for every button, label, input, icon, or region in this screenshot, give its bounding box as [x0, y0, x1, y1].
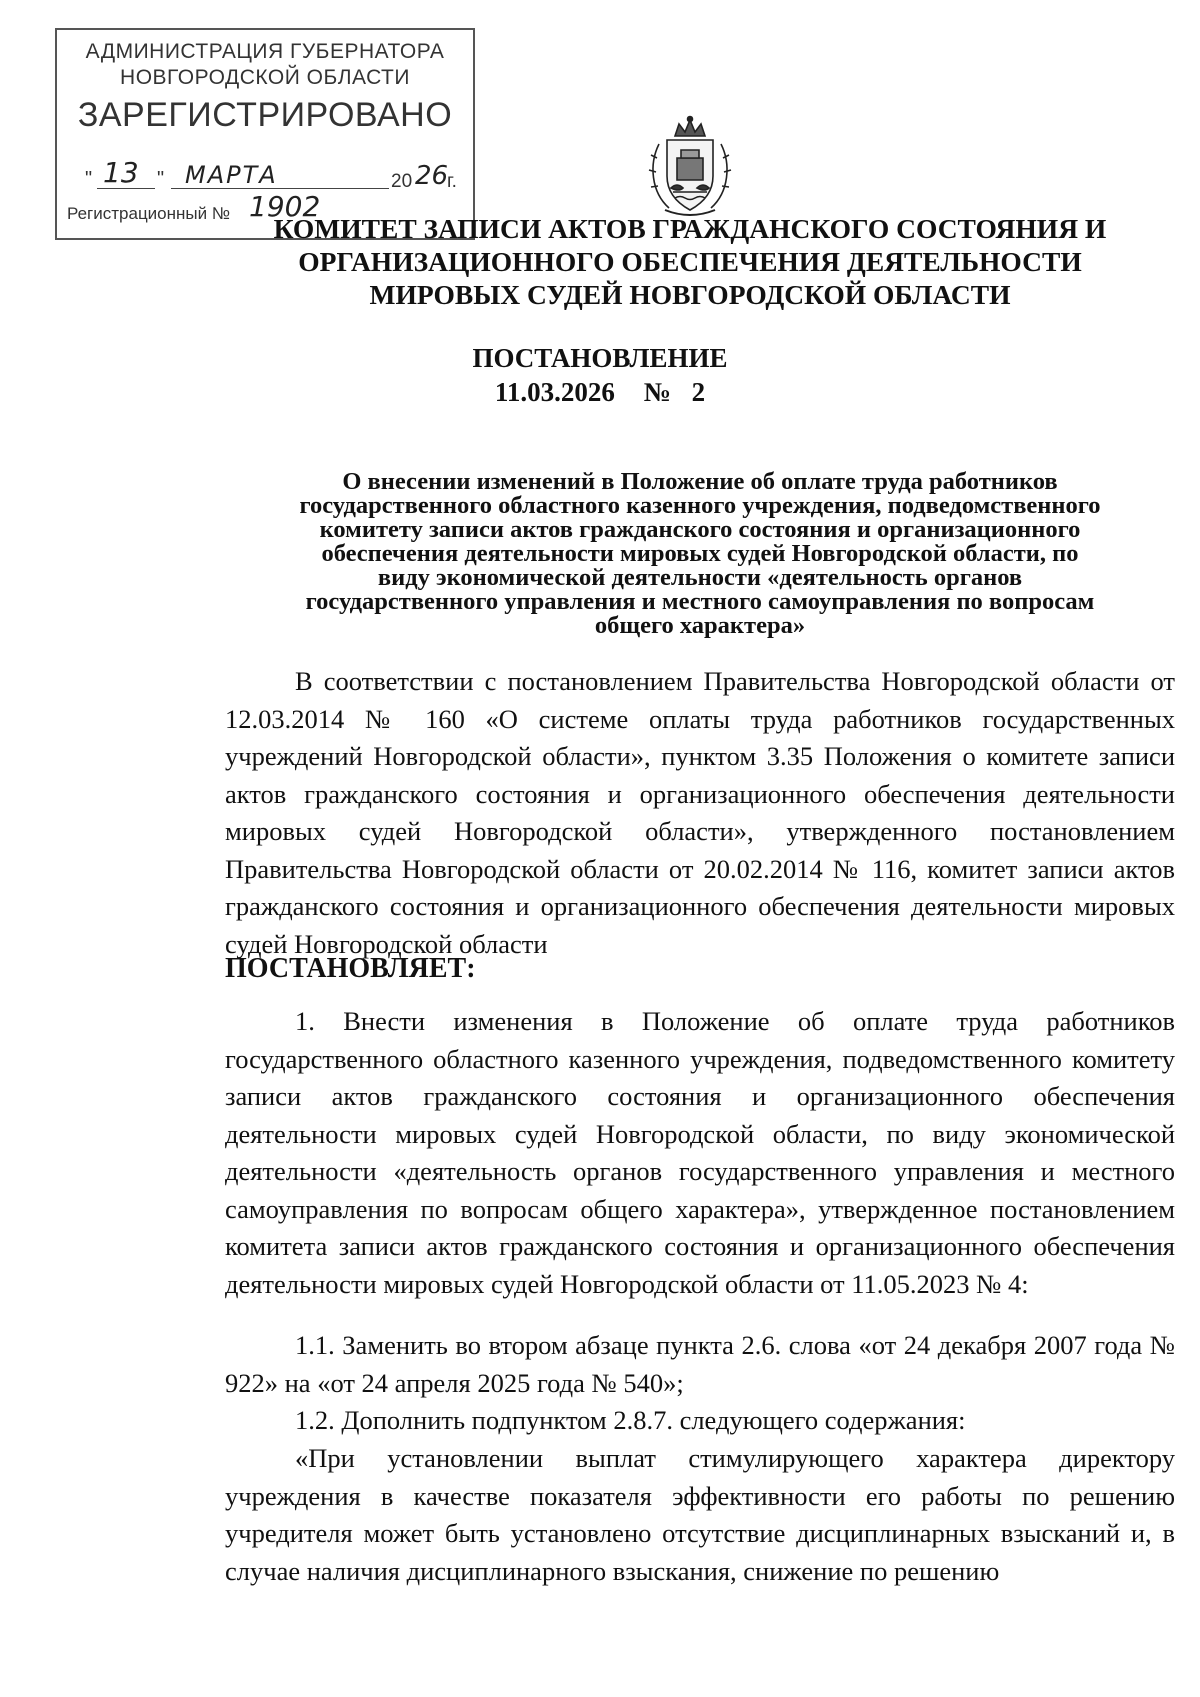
document-date: 11.03.2026: [494, 377, 615, 407]
stamp-line-region: НОВГОРОДСКОЙ ОБЛАСТИ: [120, 66, 410, 89]
quoted-text-paragraph: «При установлении выплат стимулирующего характера директору учреждения в качестве показателя эффективности его работы по решению учредителя может быть установлено отсутствие дисциплинарных взысканий и, в случае наличия дисциплинарного взыскания, снижение по решению: [225, 1443, 1175, 1586]
subject-line-2: государственного областного казенного учреждения, подведомственного: [299, 492, 1101, 519]
document-subject: [225, 470, 1175, 638]
item-1-1-paragraph: 1.1. Заменить во втором абзаце пункта 2.6. слова «от 24 декабря 2007 года № 922» на «от 24 апреля 2025 года № 540»;: [225, 1330, 1175, 1398]
item-1-paragraph: 1. Внести изменения в Положение об оплате труда работников государственного областного казенного учреждения, подведомственного комитету записи актов гражданского состояния и организационного обеспечения деятельности мировых судей Новгородской области, по виду экономической деятельности «деятельность органов государственного управления и местного самоуправления по вопросам общего характера», утвержденное постановлением комитета записи актов гражданского состояния и организационного обеспечения деятельности мировых судей Новгородской области от 11.05.2023 № 4:: [225, 1006, 1175, 1299]
stamp-date-line: [85, 155, 465, 195]
stamp-quote-open: ": [85, 168, 93, 190]
subject-line-1: О внесении изменений в Положение об оплате труда работников: [342, 468, 1058, 495]
stamp-quote-close: ": [157, 168, 165, 190]
subject-line-3: комитету записи актов гражданского состояния и организационного: [319, 516, 1081, 543]
stamp-year-unit: г.: [447, 171, 457, 192]
stamp-year-prefix: 20: [391, 171, 413, 192]
stamp-day: 13: [103, 156, 139, 189]
subject-line-4: обеспечения деятельности мировых судей Новгородской области, по: [321, 540, 1079, 567]
stamp-year-suffix: 26: [415, 161, 449, 191]
coat-of-arms-icon: [645, 114, 735, 218]
org-line-2: ОРГАНИЗАЦИОННОГО ОБЕСПЕЧЕНИЯ ДЕЯТЕЛЬНОСТИ: [298, 246, 1082, 277]
registration-stamp: [55, 28, 475, 240]
stamp-reg-number: 1902: [249, 190, 321, 223]
stamp-registered: ЗАРЕГИСТРИРОВАНО: [77, 96, 453, 134]
document-number: 2: [691, 377, 706, 407]
document-date-number: [0, 377, 1200, 408]
stamp-month: МАРТА: [185, 161, 278, 189]
document-type: ПОСТАНОВЛЕНИЕ: [472, 343, 728, 373]
subject-line-7: общего характера»: [594, 612, 806, 639]
org-line-3: МИРОВЫХ СУДЕЙ НОВГОРОДСКОЙ ОБЛАСТИ: [369, 279, 1011, 310]
item-1-2-paragraph: 1.2. Дополнить подпунктом 2.8.7. следующего содержания:: [295, 1405, 966, 1435]
preamble-paragraph: В соответствии с постановлением Правительства Новгородской области от 12.03.2014 № 160 «О системе оплаты труда работников государственных учреждений Новгородской области», пунктом 3.35 Положения о комитете записи актов гражданского состояния и организационного обеспечения деятельности мировых судей Новгородской области», утвержденного постановлением Правительства Новгородской области от 20.02.2014 № 116, комитет записи актов гражданского состояния и организационного обеспечения деятельности мировых судей Новгородской области: [225, 666, 1175, 959]
resolves-heading: ПОСТАНОВЛЯЕТ:: [225, 953, 476, 984]
subject-line-5: виду экономической деятельности «деятельность органов: [377, 564, 1023, 591]
stamp-reg-label: Регистрационный №: [67, 204, 231, 223]
document-number-label: №: [643, 377, 671, 407]
org-line-1: КОМИТЕТ ЗАПИСИ АКТОВ ГРАЖДАНСКОГО СОСТОЯНИЯ И: [273, 213, 1107, 244]
stamp-line-administration: АДМИНИСТРАЦИЯ ГУБЕРНАТОРА: [85, 40, 445, 63]
subject-line-6: государственного управления и местного самоуправления по вопросам: [305, 588, 1095, 615]
organization-header: [230, 212, 1150, 311]
